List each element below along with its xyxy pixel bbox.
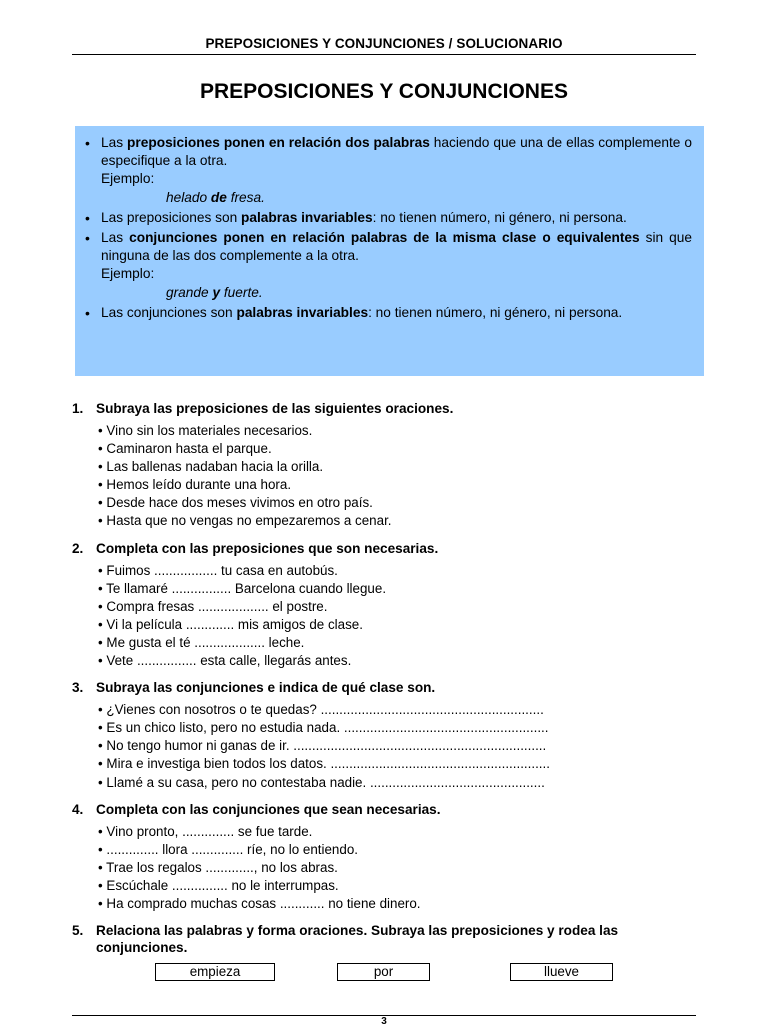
list-item: • .............. llora .............. ríe, no lo entiendo.	[98, 841, 702, 859]
list-item: • Vete ................ esta calle, llegarás antes.	[98, 652, 702, 670]
word-box: llueve	[510, 963, 613, 981]
list-item: • Mira e investiga bien todos los datos. ...........................................................	[98, 755, 702, 773]
exercises	[72, 400, 702, 990]
list-item: • No tengo humor ni ganas de ir. ....................................................................	[98, 737, 702, 755]
exercise-title: 4. Completa con las conjunciones que sean necesarias.	[72, 801, 441, 817]
page-header: PREPOSICIONES Y CONJUNCIONES / SOLUCIONARIO	[72, 36, 696, 55]
word-box: por	[337, 963, 430, 981]
example-text: helado de fresa.	[166, 189, 265, 205]
list-item: • Trae los regalos ............., no los abras.	[98, 859, 702, 877]
list-item: • Vino sin los materiales necesarios.	[98, 422, 702, 440]
info-item: • Las conjunciones son palabras invariables: no tienen número, ni género, ni persona.	[101, 304, 692, 322]
exercise-title: 2. Completa con las preposiciones que son necesarias.	[72, 540, 439, 556]
exercise-items	[98, 562, 702, 671]
info-item: • Las preposiciones ponen en relación dos palabras haciendo que una de ellas complemente o especifique a la otra. Ejemplo: helado de fresa.	[101, 134, 692, 207]
page-title: PREPOSICIONES Y CONJUNCIONES	[200, 80, 568, 103]
list-item: • Fuimos ................. tu casa en autobús.	[98, 562, 702, 580]
exercise-5	[72, 922, 702, 981]
info-item: • Las preposiciones son palabras invariables: no tienen número, ni género, ni persona.	[101, 209, 692, 227]
info-bold: preposiciones ponen en relación dos palabras	[127, 135, 430, 150]
list-item: • Compra fresas ................... el postre.	[98, 598, 702, 616]
list-item: • Escúchale ............... no le interrumpas.	[98, 877, 702, 895]
list-item: • Desde hace dos meses vivimos en otro país.	[98, 494, 702, 512]
list-item: • Llamé a su casa, pero no contestaba nadie. ...............................................	[98, 774, 702, 792]
exercise-title: 5. Relaciona las palabras y forma oraciones. Subraya las preposiciones y rodea las conjunciones.	[72, 923, 619, 956]
list-item: • Caminaron hasta el parque.	[98, 440, 702, 458]
exercise-3	[72, 679, 702, 791]
list-item: • Vino pronto, .............. se fue tarde.	[98, 823, 702, 841]
exercise-2	[72, 540, 702, 671]
list-item: • Me gusta el té ................... leche.	[98, 634, 702, 652]
list-item: • Vi la película ............. mis amigos de clase.	[98, 616, 702, 634]
info-list	[101, 134, 692, 322]
word-box: empieza	[155, 963, 275, 981]
exercise-1	[72, 400, 702, 531]
info-bold: conjunciones ponen en relación palabras de la misma clase o equivalentes	[129, 230, 640, 246]
example-label: Ejemplo:	[101, 171, 155, 187]
list-item: • Hemos leído durante una hora.	[98, 476, 702, 494]
info-box	[75, 126, 704, 376]
list-item: • Las ballenas nadaban hacia la orilla.	[98, 458, 702, 476]
exercise-title: 3. Subraya las conjunciones e indica de qué clase son.	[72, 680, 436, 696]
list-item: • ¿Vienes con nosotros o te quedas? ............................................................	[98, 701, 702, 719]
info-item: • Las conjunciones ponen en relación palabras de la misma clase o equivalentes sin que ninguna de las dos complemente a la otra. Ejemplo: grande y fuerte.	[101, 229, 692, 302]
list-item: • Es un chico listo, pero no estudia nada. .......................................................	[98, 719, 702, 737]
info-bold: palabras invariables	[241, 209, 373, 225]
page-number: 3	[381, 1016, 387, 1027]
exercise-title: 1. Subraya las preposiciones de las siguientes oraciones.	[72, 401, 454, 416]
list-item: • Ha comprado muchas cosas ............ no tiene dinero.	[98, 895, 702, 913]
list-item: • Hasta que no vengas no empezaremos a cenar.	[98, 512, 702, 530]
info-bold: palabras invariables	[236, 304, 369, 320]
exercise-4	[72, 801, 702, 913]
exercise-items	[98, 422, 702, 531]
example-text: grande y fuerte.	[166, 284, 263, 300]
example-label: Ejemplo:	[101, 266, 155, 282]
list-item: • Te llamaré ................ Barcelona cuando llegue.	[98, 580, 702, 598]
exercise-items	[98, 701, 702, 791]
exercise-items	[98, 823, 702, 913]
word-boxes	[72, 963, 702, 981]
